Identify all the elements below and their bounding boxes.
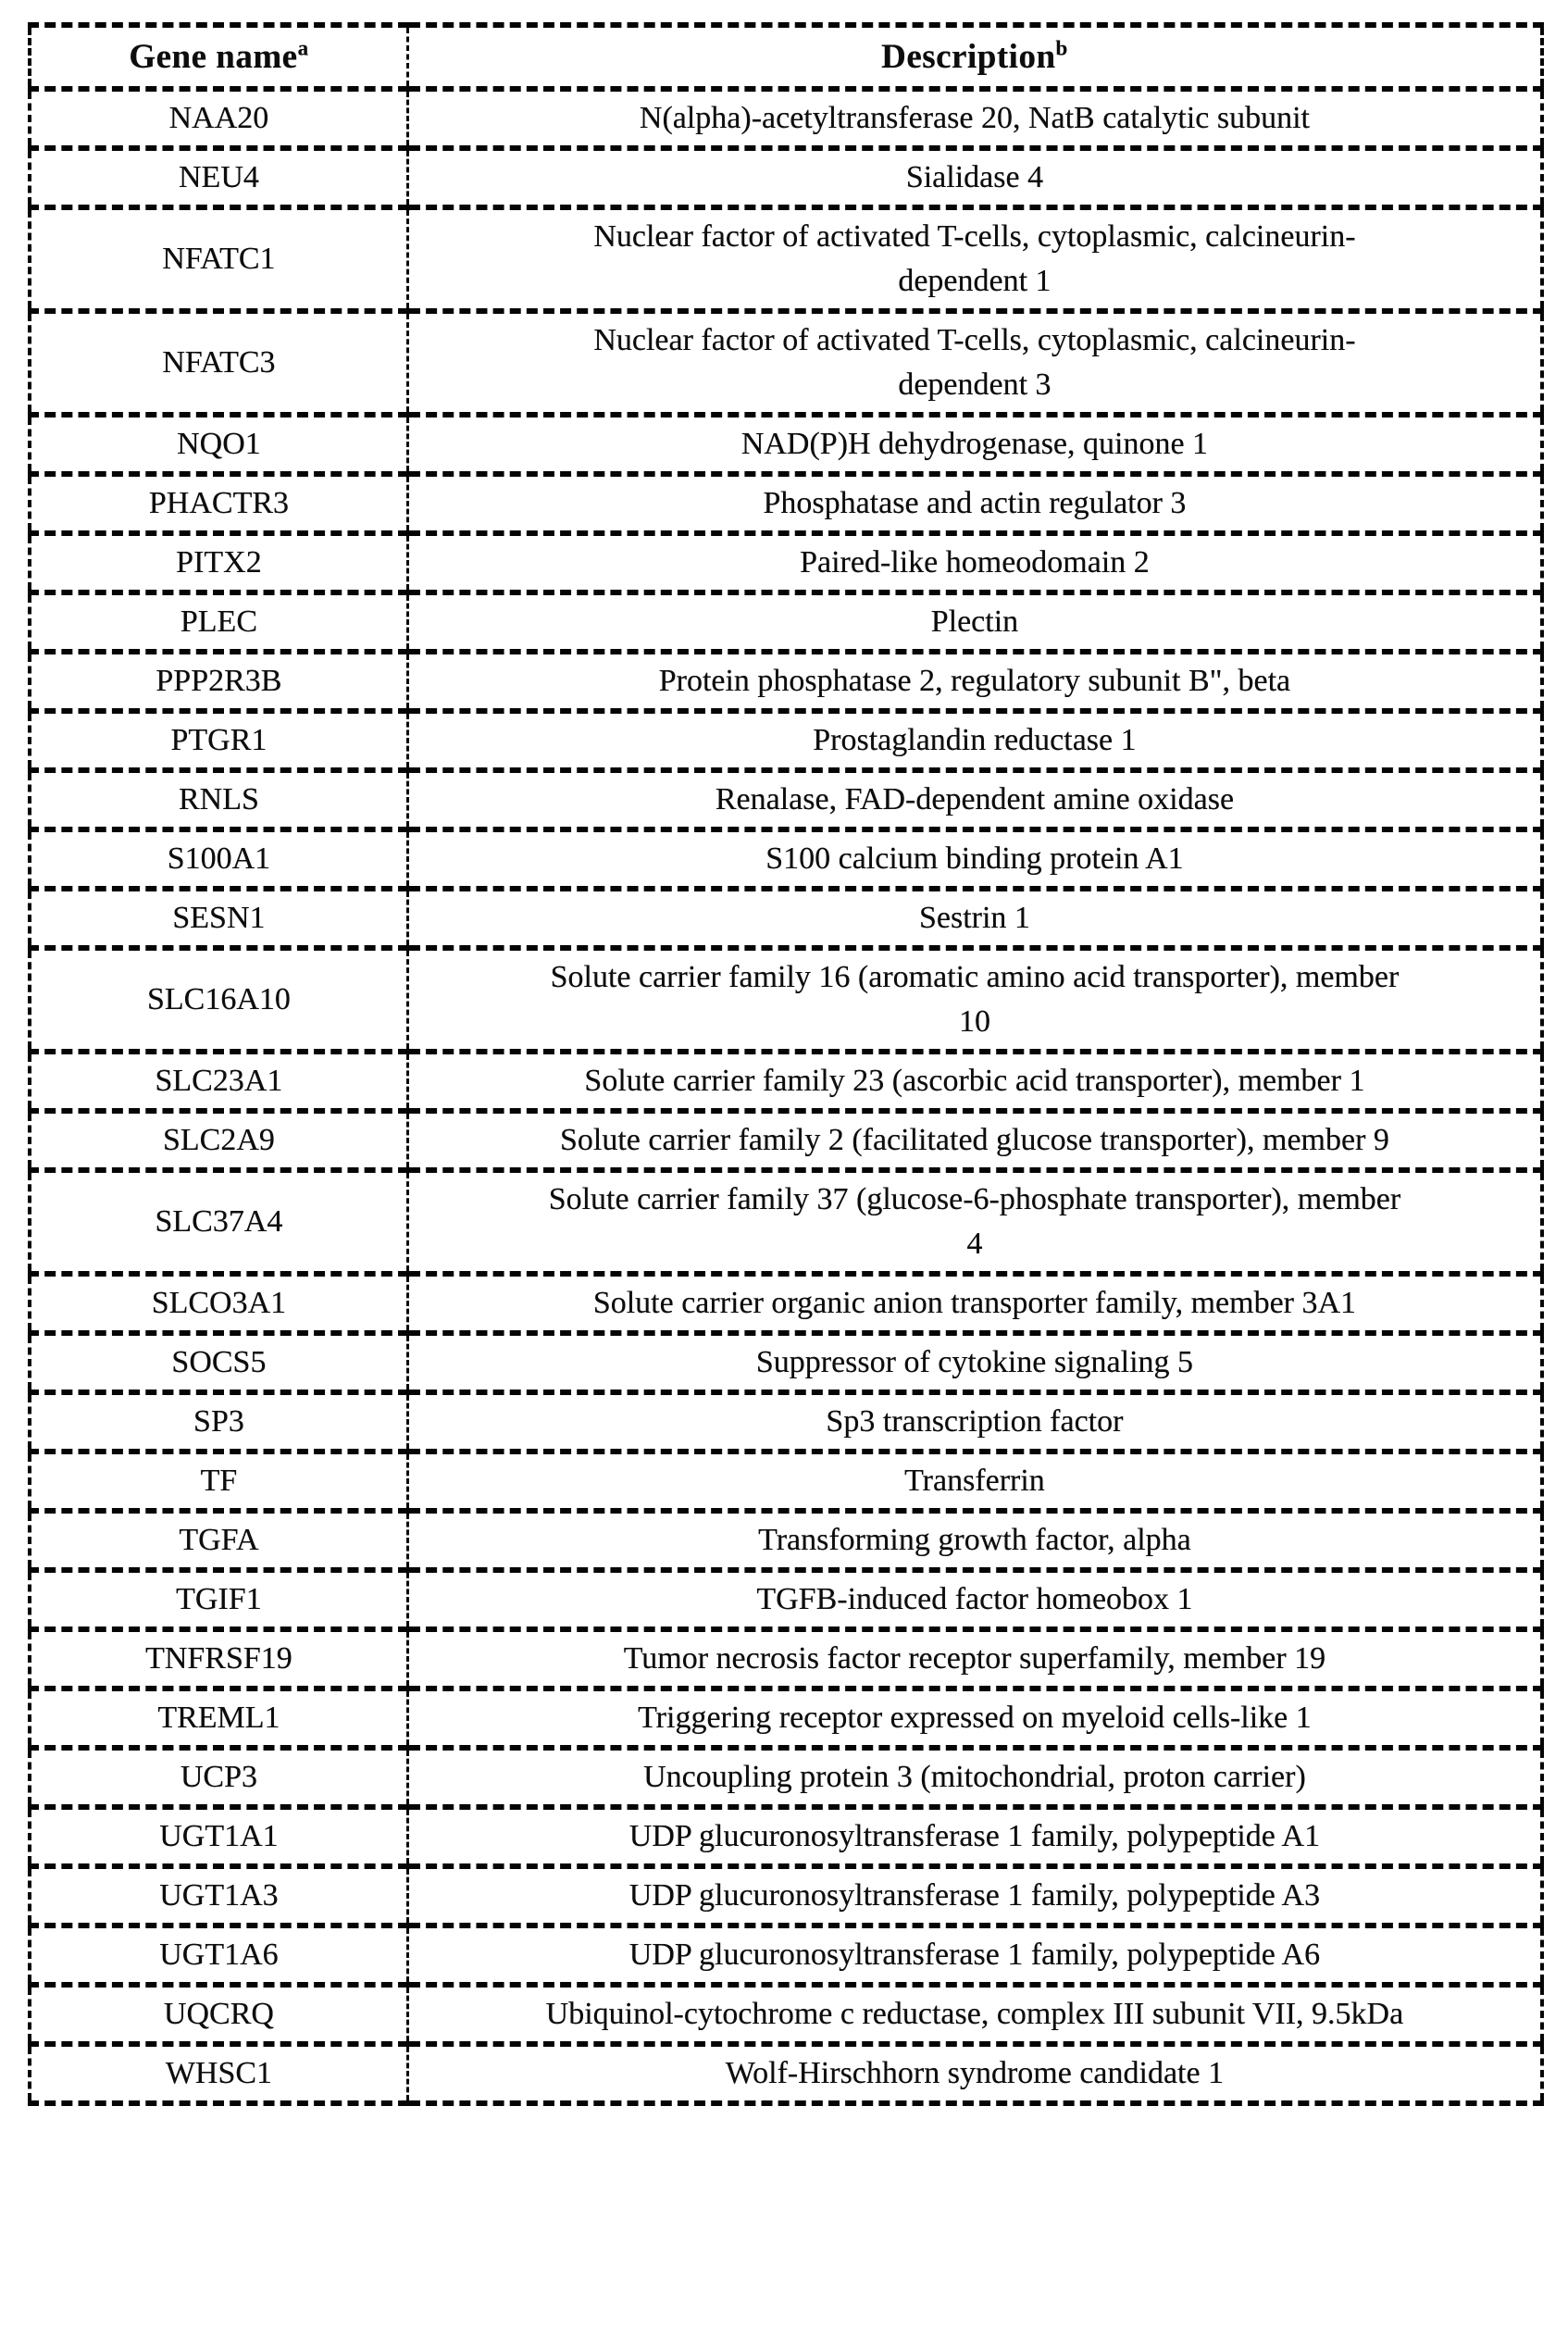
description-cell: Plectin [407, 592, 1542, 652]
gene-description-table [28, 22, 1544, 2106]
description-cell: Prostaglandin reductase 1 [407, 711, 1542, 770]
gene-name-cell: PLEC [30, 592, 407, 652]
table-row [30, 948, 1542, 1052]
description-cell: Transferrin [407, 1452, 1542, 1511]
table-row [30, 1333, 1542, 1392]
table-row [30, 1570, 1542, 1629]
table-row [30, 1392, 1542, 1452]
table-row [30, 1629, 1542, 1689]
table-row [30, 1170, 1542, 1274]
table-row [30, 592, 1542, 652]
description-header-footnote-marker: b [1055, 36, 1068, 60]
description-cell: Solute carrier organic anion transporter family, member 3A1 [407, 1274, 1542, 1333]
description-cell: NAD(P)H dehydrogenase, quinone 1 [407, 415, 1542, 474]
description-cell: Ubiquinol-cytochrome c reductase, complex III subunit VII, 9.5kDa [407, 1985, 1542, 2044]
description-cell: TGFB-induced factor homeobox 1 [407, 1570, 1542, 1629]
gene-name-cell: NEU4 [30, 148, 407, 207]
description-cell: Solute carrier family 37 (glucose-6-phosphate transporter), member 4 [407, 1170, 1542, 1274]
gene-name-cell: RNLS [30, 770, 407, 829]
description-cell: Tumor necrosis factor receptor superfamily, member 19 [407, 1629, 1542, 1689]
description-cell: Sp3 transcription factor [407, 1392, 1542, 1452]
description-cell: UDP glucuronosyltransferase 1 family, polypeptide A1 [407, 1807, 1542, 1866]
table-row [30, 1748, 1542, 1807]
gene-name-cell: NAA20 [30, 89, 407, 148]
gene-name-header [30, 25, 407, 89]
table-row [30, 1052, 1542, 1111]
table-row [30, 652, 1542, 711]
gene-name-cell: SLC37A4 [30, 1170, 407, 1274]
header-row [30, 25, 1542, 89]
description-cell: Sestrin 1 [407, 889, 1542, 948]
gene-name-cell: NFATC1 [30, 207, 407, 311]
description-cell: Suppressor of cytokine signaling 5 [407, 1333, 1542, 1392]
table-row [30, 311, 1542, 415]
table-row [30, 889, 1542, 948]
table-row [30, 1511, 1542, 1570]
table-body [30, 89, 1542, 2103]
gene-name-cell: SESN1 [30, 889, 407, 948]
gene-name-cell: TGIF1 [30, 1570, 407, 1629]
description-cell: Paired-like homeodomain 2 [407, 533, 1542, 592]
gene-name-cell: SLC2A9 [30, 1111, 407, 1170]
gene-name-cell: SP3 [30, 1392, 407, 1452]
gene-name-header-label: Gene name [129, 38, 298, 76]
gene-name-header-footnote-marker: a [297, 36, 309, 60]
gene-name-cell: NQO1 [30, 415, 407, 474]
gene-name-cell: SLC23A1 [30, 1052, 407, 1111]
gene-name-cell: SLCO3A1 [30, 1274, 407, 1333]
table-row [30, 207, 1542, 311]
gene-name-cell: PHACTR3 [30, 474, 407, 533]
gene-name-cell: TNFRSF19 [30, 1629, 407, 1689]
description-cell: Protein phosphatase 2, regulatory subunit B", beta [407, 652, 1542, 711]
description-cell: Triggering receptor expressed on myeloid cells-like 1 [407, 1689, 1542, 1748]
description-cell: S100 calcium binding protein A1 [407, 829, 1542, 889]
description-cell: UDP glucuronosyltransferase 1 family, polypeptide A3 [407, 1866, 1542, 1925]
gene-name-cell: UQCRQ [30, 1985, 407, 2044]
gene-name-cell: TGFA [30, 1511, 407, 1570]
description-cell: Solute carrier family 16 (aromatic amino acid transporter), member 10 [407, 948, 1542, 1052]
table-row [30, 148, 1542, 207]
gene-name-cell: S100A1 [30, 829, 407, 889]
description-cell: N(alpha)-acetyltransferase 20, NatB catalytic subunit [407, 89, 1542, 148]
description-cell: Nuclear factor of activated T-cells, cytoplasmic, calcineurin-dependent 3 [407, 311, 1542, 415]
gene-name-cell: PPP2R3B [30, 652, 407, 711]
gene-name-cell: UGT1A3 [30, 1866, 407, 1925]
table-row [30, 1807, 1542, 1866]
description-cell: Uncoupling protein 3 (mitochondrial, proton carrier) [407, 1748, 1542, 1807]
table-row [30, 89, 1542, 148]
table-row [30, 1111, 1542, 1170]
description-cell: Phosphatase and actin regulator 3 [407, 474, 1542, 533]
description-cell: Transforming growth factor, alpha [407, 1511, 1542, 1570]
table-row [30, 711, 1542, 770]
table-row [30, 829, 1542, 889]
table-row [30, 770, 1542, 829]
description-cell: Solute carrier family 23 (ascorbic acid transporter), member 1 [407, 1052, 1542, 1111]
table-row [30, 1985, 1542, 2044]
gene-name-cell: WHSC1 [30, 2044, 407, 2103]
gene-name-cell: NFATC3 [30, 311, 407, 415]
description-cell: Renalase, FAD-dependent amine oxidase [407, 770, 1542, 829]
gene-name-cell: TREML1 [30, 1689, 407, 1748]
gene-name-cell: UGT1A1 [30, 1807, 407, 1866]
gene-name-cell: SLC16A10 [30, 948, 407, 1052]
table-row [30, 474, 1542, 533]
gene-name-cell: UGT1A6 [30, 1925, 407, 1985]
table-row [30, 533, 1542, 592]
description-header-label: Description [881, 38, 1056, 76]
table-row [30, 1925, 1542, 1985]
description-cell: Nuclear factor of activated T-cells, cytoplasmic, calcineurin-dependent 1 [407, 207, 1542, 311]
gene-name-cell: PITX2 [30, 533, 407, 592]
gene-name-cell: UCP3 [30, 1748, 407, 1807]
table-row [30, 1866, 1542, 1925]
table-row [30, 1452, 1542, 1511]
table-row [30, 1689, 1542, 1748]
description-cell: Solute carrier family 2 (facilitated glucose transporter), member 9 [407, 1111, 1542, 1170]
gene-name-cell: TF [30, 1452, 407, 1511]
gene-name-cell: PTGR1 [30, 711, 407, 770]
table-row [30, 2044, 1542, 2103]
description-cell: Wolf-Hirschhorn syndrome candidate 1 [407, 2044, 1542, 2103]
description-cell: UDP glucuronosyltransferase 1 family, polypeptide A6 [407, 1925, 1542, 1985]
description-header [407, 25, 1542, 89]
table-row [30, 415, 1542, 474]
table-row [30, 1274, 1542, 1333]
description-cell: Sialidase 4 [407, 148, 1542, 207]
table-header [30, 25, 1542, 89]
gene-name-cell: SOCS5 [30, 1333, 407, 1392]
